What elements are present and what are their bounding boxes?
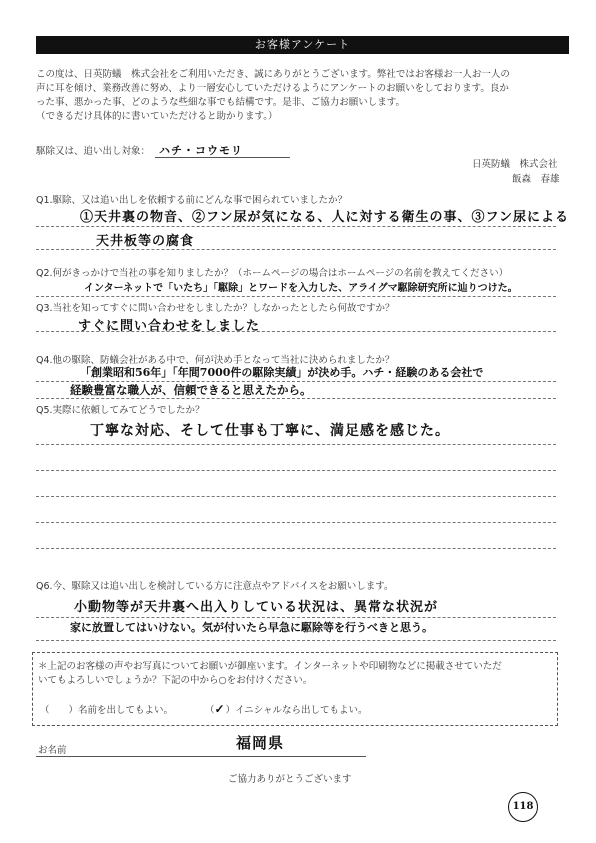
page-number: 118 xyxy=(512,801,534,812)
survey-title: お客様アンケート xyxy=(254,38,351,51)
answer-5-rule-5 xyxy=(36,548,556,549)
consent-option-name[interactable]: （ ）名前を出してもよい。 xyxy=(40,705,174,716)
intro-line-3: った事、悪かった事、どのような些細な事でも結構です。是非、ご協力お願いします。 xyxy=(36,97,405,108)
question-4: Q4.他の駆除、防蟻会社がある中で、何が決め手となって当社に決められましたか？ xyxy=(36,355,395,366)
consent-option-initial-label: イニシャルなら出してもよい。 xyxy=(235,705,368,716)
target-value: ハチ・コウモリ xyxy=(159,144,244,157)
target-label: 駆除又は、追い出し対象： xyxy=(36,146,151,157)
intro-line-1: この度は、日英防蟻 株式会社をご利用いただき、誠にありがとうございます。弊社ではお客様お一人お一人の xyxy=(36,69,510,80)
answer-4-line-2: 経験豊富な職人が、信頼できると思えたから。 xyxy=(70,383,312,397)
answer-3-rule xyxy=(36,331,556,332)
answer-5-rule-4 xyxy=(36,522,556,523)
page-number-badge xyxy=(508,792,538,822)
answer-5-rule-2 xyxy=(36,470,556,471)
answer-4-rule-2 xyxy=(36,398,556,399)
answer-4-line-1: 「創業昭和56年」「年間7000件の駆除実績」が決め手。ハチ・経験のある会社で xyxy=(80,366,484,379)
target-underline xyxy=(155,157,290,158)
name-underline xyxy=(36,756,366,757)
survey-title-bar xyxy=(36,36,569,54)
consent-line-2: いてもよろしいでしょうか？下記の中から○をお付けください。 xyxy=(38,675,313,686)
question-2: Q2.何がきっかけで当社の事を知りましたか？（ホームページの場合はホームページの名前を教えてください） xyxy=(36,268,509,279)
answer-5-rule-1 xyxy=(36,444,556,445)
answer-5-rule-3 xyxy=(36,496,556,497)
answer-1-line-1: ①天井裏の物音、②フン尿が気になる、人に対する衛生の事、③フン尿による xyxy=(80,210,569,225)
answer-2-rule xyxy=(36,296,556,297)
check-mark-icon: ✓ xyxy=(214,702,226,716)
target-row xyxy=(36,142,243,158)
question-1: Q1.駆除、又は追い出しを依頼する前にどんな事で困られていましたか？ xyxy=(36,195,348,206)
answer-6-line-1: 小動物等が天井裏へ出入りしている状況は、異常な状況が xyxy=(74,600,439,615)
name-value: 福岡県 xyxy=(236,734,285,752)
consent-option-initial[interactable]: （✓）イニシャルなら出してもよい。 xyxy=(205,702,368,716)
answer-2: インターネットで「いたち」「駆除」とワードを入力した、アライグマ駆除研究所に辿りつけた。 xyxy=(84,283,518,294)
company-name: 日英防蟻 株式会社 xyxy=(472,159,558,170)
consent-line-1: ＊上記のお客様の声やお写真についてお願いが御座います。インターネットや印刷物などに掲載させていただ xyxy=(38,661,502,672)
answer-1-rule-2 xyxy=(36,249,556,250)
intro-text xyxy=(36,68,576,124)
question-3: Q3.当社を知ってすぐに問い合わせをしましたか？しなかったとしたら何故ですか？ xyxy=(36,303,395,314)
intro-line-4: （できるだけ具体的に書いていただけると助かります。） xyxy=(36,111,278,122)
consent-option-name-label: 名前を出してもよい。 xyxy=(78,705,174,716)
answer-1-rule-1 xyxy=(36,226,556,227)
question-6: Q6.今、駆除又は追い出しを検討している方に注意点やアドバイスをお願いします。 xyxy=(36,581,394,592)
intro-line-2: 声に耳を傾け、業務改善に努め、より一層安心していただけるようにアンケートのお願いをしております。良か xyxy=(36,83,509,94)
company-person: 飯森 春雄 xyxy=(512,174,560,185)
answer-6-line-2: 家に放置してはいけない。気が付いたら早急に駆除等を行うべきと思う。 xyxy=(70,621,433,634)
answer-3: すぐに問い合わせをしました xyxy=(78,319,261,334)
answer-6-rule-1 xyxy=(36,617,556,618)
thanks-text: ご協力ありがとうございます xyxy=(228,774,352,785)
answer-5: 丁寧な対応、そして仕事も丁寧に、満足感を感じた。 xyxy=(90,423,450,439)
answer-6-rule-2 xyxy=(36,640,556,641)
question-5: Q5.実際に依頼してみてどうでしたか？ xyxy=(36,405,205,416)
name-label: お名前 xyxy=(38,745,67,756)
answer-1-line-2: 天井板等の腐食 xyxy=(96,234,195,249)
